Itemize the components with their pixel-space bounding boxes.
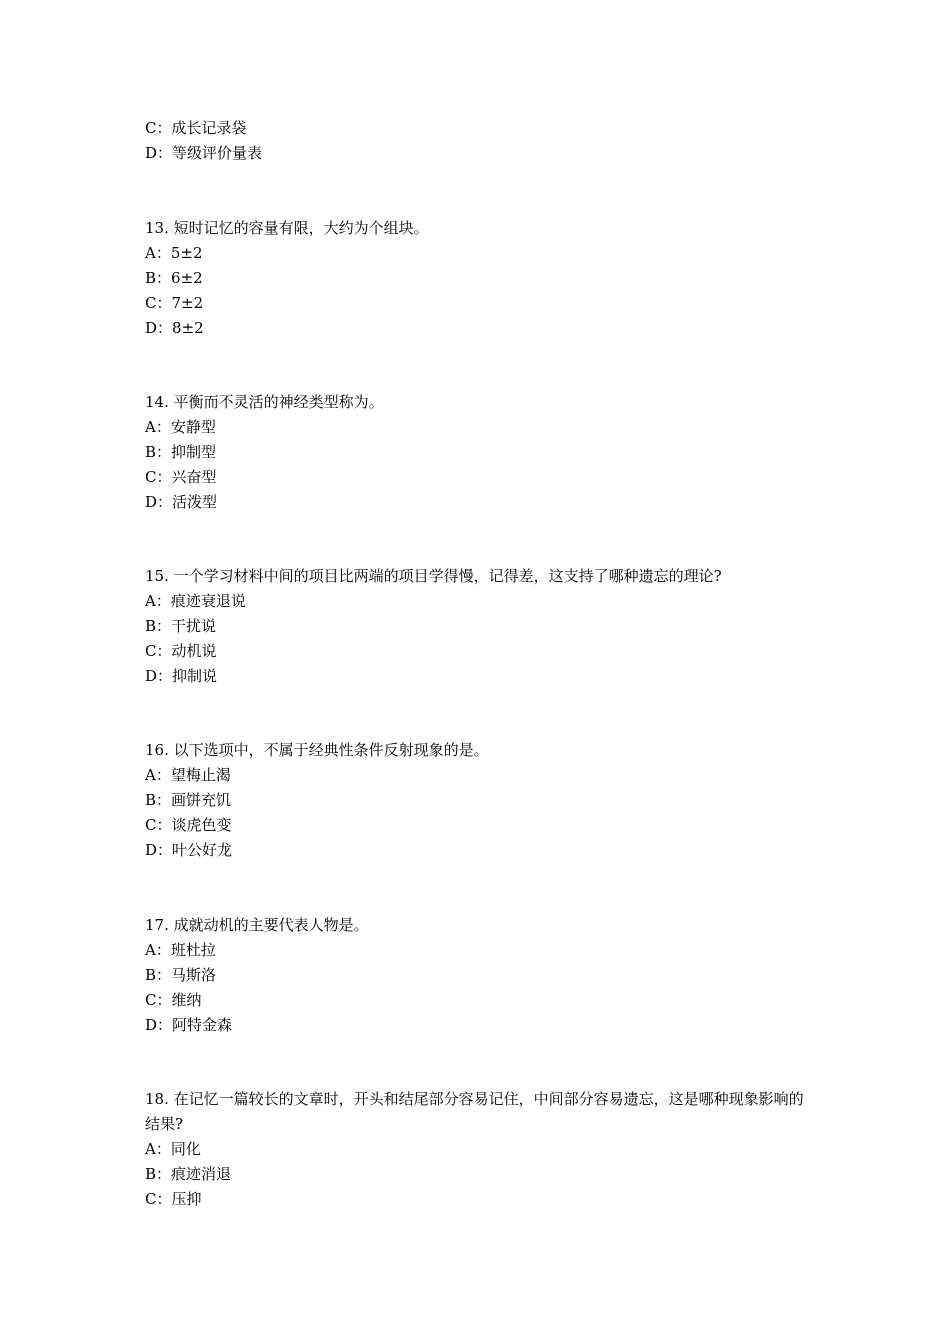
- option-line: C：7±2: [145, 294, 204, 312]
- question-stem: 15. 一个学习材料中间的项目比两端的项目学得慢，记得差，这支持了哪种遗忘的理论?: [145, 567, 722, 585]
- option-line: B：干扰说: [145, 617, 217, 635]
- option-line: D：抑制说: [145, 667, 218, 685]
- option-line: B：马斯洛: [145, 966, 217, 984]
- option-line: A：痕迹衰退说: [145, 592, 246, 610]
- option-line: B：6±2: [145, 269, 203, 287]
- question-stem: 17. 成就动机的主要代表人物是。: [145, 916, 369, 934]
- option-line: C：成长记录袋: [145, 119, 247, 137]
- option-line: C：维纳: [145, 991, 202, 1009]
- option-line: C：压抑: [145, 1190, 202, 1208]
- option-line: D：等级评价量表: [145, 144, 263, 162]
- option-line: A：班杜拉: [145, 941, 216, 959]
- option-line: D：活泼型: [145, 493, 218, 511]
- option-line: C：动机说: [145, 642, 217, 660]
- option-line: D：阿特金森: [145, 1016, 233, 1034]
- option-line: B：画饼充饥: [145, 791, 232, 809]
- option-line: C：谈虎色变: [145, 816, 232, 834]
- option-line: A：同化: [145, 1140, 201, 1158]
- option-line: C：兴奋型: [145, 468, 217, 486]
- question-stem: 16. 以下选项中，不属于经典性条件反射现象的是。: [145, 741, 489, 759]
- option-line: A：安静型: [145, 418, 216, 436]
- option-line: D：8±2: [145, 319, 204, 337]
- option-line: B：痕迹消退: [145, 1165, 232, 1183]
- option-line: D：叶公好龙: [145, 841, 233, 859]
- option-line: A：望梅止渴: [145, 766, 231, 784]
- option-line: A：5±2: [145, 244, 203, 262]
- question-stem: 14. 平衡而不灵活的神经类型称为。: [145, 393, 384, 411]
- question-stem: 13. 短时记忆的容量有限，大约为个组块。: [145, 219, 429, 237]
- question-stem: 18. 在记忆一篇较长的文章时，开头和结尾部分容易记住，中间部分容易遗忘，这是哪种现象影响的结果?: [145, 1090, 804, 1133]
- option-line: B：抑制型: [145, 443, 217, 461]
